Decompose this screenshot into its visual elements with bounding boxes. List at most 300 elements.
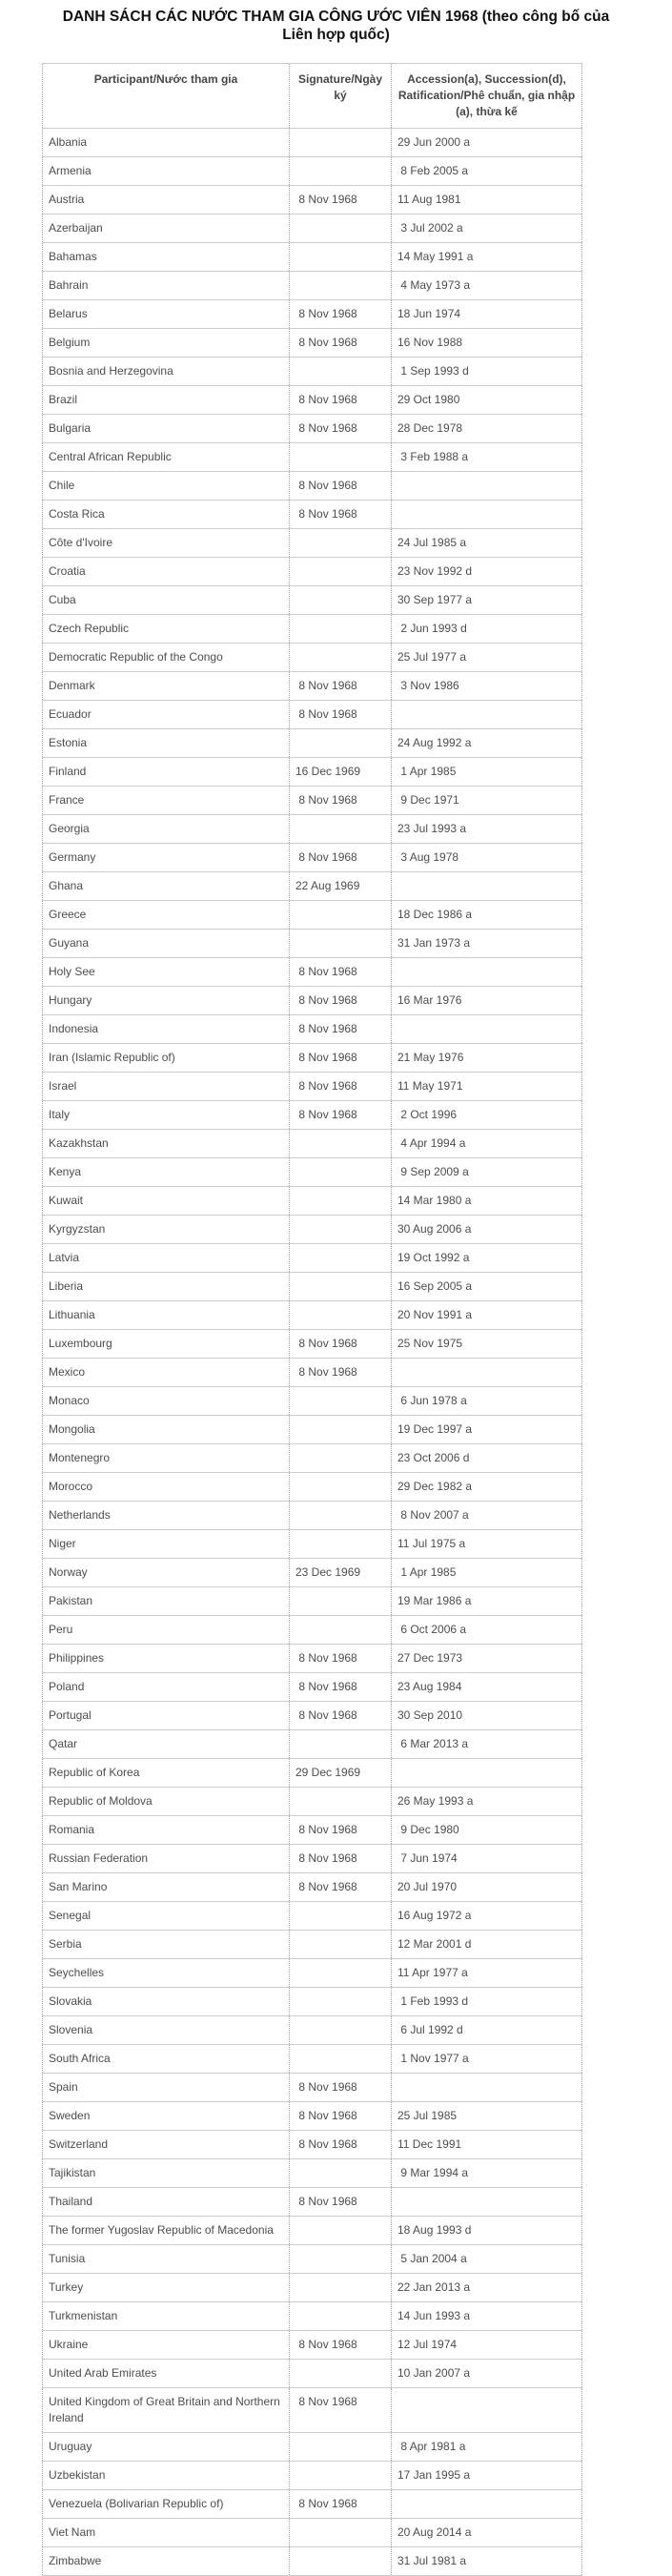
participant-cell: Kazakhstan	[43, 1130, 290, 1158]
table-row	[43, 157, 582, 186]
table-row	[43, 1902, 582, 1931]
table-row	[43, 1587, 582, 1616]
signature-cell	[290, 1988, 392, 2016]
table-row	[43, 1530, 582, 1559]
participant-cell: Slovenia	[43, 2016, 290, 2045]
participant-cell: Armenia	[43, 157, 290, 186]
signature-cell: 8 Nov 1968	[290, 1073, 392, 1101]
table-row	[43, 1730, 582, 1759]
table-row	[43, 2360, 582, 2388]
signature-cell: 8 Nov 1968	[290, 1845, 392, 1873]
participant-cell: Kyrgyzstan	[43, 1216, 290, 1244]
signature-cell	[290, 1216, 392, 1244]
table-row	[43, 1931, 582, 1959]
accession-cell: 29 Jun 2000 a	[392, 129, 582, 157]
table-row	[43, 787, 582, 815]
participant-cell: Democratic Republic of the Congo	[43, 644, 290, 672]
signature-cell	[290, 644, 392, 672]
signature-cell: 8 Nov 1968	[290, 329, 392, 358]
accession-cell	[392, 472, 582, 501]
accession-cell: 16 Mar 1976	[392, 987, 582, 1015]
accession-cell: 23 Oct 2006 d	[392, 1444, 582, 1473]
accession-cell: 4 Apr 1994 a	[392, 1130, 582, 1158]
signature-cell	[290, 2217, 392, 2245]
table-row	[43, 1130, 582, 1158]
accession-cell: 4 May 1973 a	[392, 272, 582, 300]
table-row	[43, 272, 582, 300]
accession-cell: 3 Jul 2002 a	[392, 215, 582, 243]
participant-cell: Germany	[43, 844, 290, 872]
signature-cell: 8 Nov 1968	[290, 2388, 392, 2433]
participant-cell: Zimbabwe	[43, 2547, 290, 2576]
participant-cell: Seychelles	[43, 1959, 290, 1988]
signature-cell: 8 Nov 1968	[290, 472, 392, 501]
participant-cell: Finland	[43, 758, 290, 787]
participant-cell: Indonesia	[43, 1015, 290, 1044]
accession-cell: 30 Sep 1977 a	[392, 586, 582, 615]
table-row	[43, 2274, 582, 2302]
table-row	[43, 1015, 582, 1044]
accession-cell: 29 Oct 1980	[392, 386, 582, 415]
participant-cell: Latvia	[43, 1244, 290, 1273]
accession-cell: 1 Sep 1993 d	[392, 358, 582, 386]
participant-cell: Sweden	[43, 2102, 290, 2131]
accession-cell: 11 May 1971	[392, 1073, 582, 1101]
accession-cell	[392, 2388, 582, 2433]
participant-cell: Viet Nam	[43, 2519, 290, 2547]
participant-cell: Mexico	[43, 1359, 290, 1387]
table-row	[43, 815, 582, 844]
accession-cell: 1 Feb 1993 d	[392, 1988, 582, 2016]
accession-cell: 25 Nov 1975	[392, 1330, 582, 1359]
accession-cell: 14 Mar 1980 a	[392, 1187, 582, 1216]
participant-cell: Lithuania	[43, 1301, 290, 1330]
participant-cell: Thailand	[43, 2188, 290, 2217]
accession-cell: 23 Aug 1984	[392, 1673, 582, 1702]
table-row	[43, 1788, 582, 1816]
table-row	[43, 443, 582, 472]
signature-cell: 8 Nov 1968	[290, 415, 392, 443]
table-row	[43, 2331, 582, 2360]
table-row	[43, 329, 582, 358]
page-title	[0, 8, 672, 44]
table-row	[43, 2074, 582, 2102]
table-row	[43, 615, 582, 644]
accession-cell	[392, 1015, 582, 1044]
signature-cell: 8 Nov 1968	[290, 501, 392, 529]
accession-cell: 10 Jan 2007 a	[392, 2360, 582, 2388]
column-header-participant: Participant/Nước tham gia	[43, 64, 290, 129]
accession-cell: 18 Dec 1986 a	[392, 901, 582, 930]
signature-cell: 8 Nov 1968	[290, 1873, 392, 1902]
accession-cell: 18 Jun 1974	[392, 300, 582, 329]
participant-cell: Georgia	[43, 815, 290, 844]
accession-cell: 29 Dec 1982 a	[392, 1473, 582, 1502]
signature-cell	[290, 2274, 392, 2302]
participant-cell: Guyana	[43, 930, 290, 958]
signature-cell: 8 Nov 1968	[290, 1359, 392, 1387]
accession-cell: 25 Jul 1977 a	[392, 644, 582, 672]
table-row	[43, 2102, 582, 2131]
accession-cell	[392, 501, 582, 529]
table-header	[43, 64, 582, 129]
signature-cell: 8 Nov 1968	[290, 2188, 392, 2217]
table-row	[43, 1044, 582, 1073]
signature-cell	[290, 2016, 392, 2045]
accession-cell: 30 Sep 2010	[392, 1702, 582, 1730]
signature-cell: 8 Nov 1968	[290, 1101, 392, 1130]
accession-cell: 11 Dec 1991	[392, 2131, 582, 2159]
signature-cell: 8 Nov 1968	[290, 1044, 392, 1073]
table-row	[43, 586, 582, 615]
table-row	[43, 1759, 582, 1788]
accession-cell: 28 Dec 1978	[392, 415, 582, 443]
table-row	[43, 2245, 582, 2274]
signature-cell	[290, 2547, 392, 2576]
participant-cell: Poland	[43, 1673, 290, 1702]
participant-cell: Bahrain	[43, 272, 290, 300]
participant-cell: Denmark	[43, 672, 290, 701]
participant-cell: Slovakia	[43, 1988, 290, 2016]
signature-cell: 8 Nov 1968	[290, 300, 392, 329]
table-row	[43, 2188, 582, 2217]
accession-cell: 11 Aug 1981	[392, 186, 582, 215]
participant-cell: Bulgaria	[43, 415, 290, 443]
participant-cell: Uzbekistan	[43, 2462, 290, 2490]
table-row	[43, 672, 582, 701]
accession-cell: 5 Jan 2004 a	[392, 2245, 582, 2274]
accession-cell: 6 Jul 1992 d	[392, 2016, 582, 2045]
accession-cell	[392, 2490, 582, 2519]
signature-cell: 8 Nov 1968	[290, 1015, 392, 1044]
table-row	[43, 2388, 582, 2433]
signature-cell	[290, 1130, 392, 1158]
participant-cell: Turkey	[43, 2274, 290, 2302]
table-row	[43, 644, 582, 672]
participant-cell: Turkmenistan	[43, 2302, 290, 2331]
participant-cell: Italy	[43, 1101, 290, 1130]
participant-cell: Azerbaijan	[43, 215, 290, 243]
signature-cell	[290, 1502, 392, 1530]
signature-cell	[290, 1416, 392, 1444]
accession-cell: 12 Jul 1974	[392, 2331, 582, 2360]
table-row	[43, 872, 582, 901]
accession-cell: 2 Oct 1996	[392, 1101, 582, 1130]
signature-cell: 8 Nov 1968	[290, 386, 392, 415]
signature-cell	[290, 2462, 392, 2490]
participant-cell: Bahamas	[43, 243, 290, 272]
participant-cell: Venezuela (Bolivarian Republic of)	[43, 2490, 290, 2519]
table-row	[43, 1702, 582, 1730]
table-row	[43, 529, 582, 558]
participant-cell: Mongolia	[43, 1416, 290, 1444]
page-title-line-1: DANH SÁCH CÁC NƯỚC THAM GIA CÔNG ƯỚC VIÊN 1968 (theo công bố của	[62, 9, 610, 25]
signature-cell: 8 Nov 1968	[290, 2331, 392, 2360]
column-header-signature: Signature/Ngày ký	[290, 64, 392, 129]
signature-cell	[290, 558, 392, 586]
table-row	[43, 215, 582, 243]
accession-cell: 23 Jul 1993 a	[392, 815, 582, 844]
accession-cell	[392, 2188, 582, 2217]
signature-cell: 8 Nov 1968	[290, 987, 392, 1015]
accession-cell: 31 Jan 1973 a	[392, 930, 582, 958]
accession-cell: 8 Feb 2005 a	[392, 157, 582, 186]
participant-cell: United Kingdom of Great Britain and Northern Ireland	[43, 2388, 290, 2433]
signature-cell: 8 Nov 1968	[290, 1816, 392, 1845]
participant-cell: Spain	[43, 2074, 290, 2102]
participant-cell: Iran (Islamic Republic of)	[43, 1044, 290, 1073]
participant-cell: Ukraine	[43, 2331, 290, 2360]
accession-cell: 2 Jun 1993 d	[392, 615, 582, 644]
signature-cell	[290, 157, 392, 186]
accession-cell: 20 Jul 1970	[392, 1873, 582, 1902]
table-row	[43, 1845, 582, 1873]
signature-cell: 8 Nov 1968	[290, 186, 392, 215]
table-row	[43, 1158, 582, 1187]
participant-cell: Republic of Moldova	[43, 1788, 290, 1816]
signature-cell	[290, 1587, 392, 1616]
accession-cell: 3 Feb 1988 a	[392, 443, 582, 472]
accession-cell: 20 Nov 1991 a	[392, 1301, 582, 1330]
accession-cell: 31 Jul 1981 a	[392, 2547, 582, 2576]
table-row	[43, 2433, 582, 2462]
table-row	[43, 1959, 582, 1988]
table-body	[43, 129, 582, 2576]
participant-cell: Morocco	[43, 1473, 290, 1502]
participant-cell: The former Yugoslav Republic of Macedonia	[43, 2217, 290, 2245]
participant-cell: Qatar	[43, 1730, 290, 1759]
accession-cell: 20 Aug 2014 a	[392, 2519, 582, 2547]
signature-cell: 8 Nov 1968	[290, 701, 392, 729]
table-row	[43, 1444, 582, 1473]
table-row	[43, 1273, 582, 1301]
signature-cell: 8 Nov 1968	[290, 672, 392, 701]
table-row	[43, 472, 582, 501]
table-row	[43, 1988, 582, 2016]
signature-cell	[290, 1387, 392, 1416]
signature-cell	[290, 1931, 392, 1959]
table-row	[43, 1816, 582, 1845]
signature-cell	[290, 901, 392, 930]
accession-cell: 24 Jul 1985 a	[392, 529, 582, 558]
accession-cell: 26 May 1993 a	[392, 1788, 582, 1816]
participant-cell: Kenya	[43, 1158, 290, 1187]
accession-cell: 19 Oct 1992 a	[392, 1244, 582, 1273]
accession-cell: 27 Dec 1973	[392, 1645, 582, 1673]
signature-cell	[290, 2433, 392, 2462]
participant-cell: Albania	[43, 129, 290, 157]
accession-cell: 1 Apr 1985	[392, 758, 582, 787]
accession-cell: 19 Mar 1986 a	[392, 1587, 582, 1616]
accession-cell: 23 Nov 1992 d	[392, 558, 582, 586]
participants-table	[42, 63, 582, 2576]
accession-cell: 21 May 1976	[392, 1044, 582, 1073]
accession-cell: 9 Dec 1980	[392, 1816, 582, 1845]
accession-cell: 16 Sep 2005 a	[392, 1273, 582, 1301]
participant-cell: Belarus	[43, 300, 290, 329]
signature-cell: 8 Nov 1968	[290, 787, 392, 815]
table-row	[43, 1473, 582, 1502]
table-row	[43, 2302, 582, 2331]
table-row	[43, 2016, 582, 2045]
table-row	[43, 729, 582, 758]
table-row	[43, 2131, 582, 2159]
participant-cell: San Marino	[43, 1873, 290, 1902]
participant-cell: Senegal	[43, 1902, 290, 1931]
signature-cell	[290, 1444, 392, 1473]
accession-cell: 3 Nov 1986	[392, 672, 582, 701]
accession-cell: 9 Sep 2009 a	[392, 1158, 582, 1187]
accession-cell: 14 May 1991 a	[392, 243, 582, 272]
table-row	[43, 844, 582, 872]
table-row	[43, 129, 582, 157]
participant-cell: Luxembourg	[43, 1330, 290, 1359]
accession-cell: 11 Apr 1977 a	[392, 1959, 582, 1988]
accession-cell: 14 Jun 1993 a	[392, 2302, 582, 2331]
signature-cell	[290, 1530, 392, 1559]
signature-cell	[290, 358, 392, 386]
participant-cell: Chile	[43, 472, 290, 501]
signature-cell	[290, 1273, 392, 1301]
accession-cell: 6 Oct 2006 a	[392, 1616, 582, 1645]
table-row	[43, 1101, 582, 1130]
signature-cell: 8 Nov 1968	[290, 958, 392, 987]
participant-cell: Bosnia and Herzegovina	[43, 358, 290, 386]
participant-cell: Tajikistan	[43, 2159, 290, 2188]
participant-cell: Republic of Korea	[43, 1759, 290, 1788]
accession-cell: 12 Mar 2001 d	[392, 1931, 582, 1959]
accession-cell: 11 Jul 1975 a	[392, 1530, 582, 1559]
table-row	[43, 1645, 582, 1673]
accession-cell: 1 Apr 1985	[392, 1559, 582, 1587]
signature-cell	[290, 1902, 392, 1931]
signature-cell	[290, 1301, 392, 1330]
signature-cell	[290, 2519, 392, 2547]
participant-cell: United Arab Emirates	[43, 2360, 290, 2388]
table-row	[43, 186, 582, 215]
table-row	[43, 958, 582, 987]
table-row	[43, 1502, 582, 1530]
signature-cell: 8 Nov 1968	[290, 1645, 392, 1673]
table-row	[43, 558, 582, 586]
accession-cell	[392, 2074, 582, 2102]
signature-cell: 23 Dec 1969	[290, 1559, 392, 1587]
participant-cell: Costa Rica	[43, 501, 290, 529]
participant-cell: Israel	[43, 1073, 290, 1101]
signature-cell: 8 Nov 1968	[290, 1673, 392, 1702]
accession-cell: 8 Nov 2007 a	[392, 1502, 582, 1530]
accession-cell	[392, 1759, 582, 1788]
accession-cell: 6 Mar 2013 a	[392, 1730, 582, 1759]
signature-cell	[290, 2360, 392, 2388]
accession-cell: 16 Nov 1988	[392, 329, 582, 358]
table-row	[43, 1559, 582, 1587]
participant-cell: Uruguay	[43, 2433, 290, 2462]
accession-cell: 1 Nov 1977 a	[392, 2045, 582, 2074]
table-row	[43, 386, 582, 415]
signature-cell: 8 Nov 1968	[290, 2490, 392, 2519]
table-row	[43, 1216, 582, 1244]
signature-cell	[290, 615, 392, 644]
table-row	[43, 2045, 582, 2074]
page-title-line-2: Liên hợp quốc)	[282, 27, 390, 43]
signature-cell	[290, 2245, 392, 2274]
participant-cell: Brazil	[43, 386, 290, 415]
signature-cell	[290, 243, 392, 272]
participant-cell: Holy See	[43, 958, 290, 987]
signature-cell	[290, 1616, 392, 1645]
table-row	[43, 415, 582, 443]
table-row	[43, 1359, 582, 1387]
accession-cell: 17 Jan 1995 a	[392, 2462, 582, 2490]
table-row	[43, 1301, 582, 1330]
table-row	[43, 1244, 582, 1273]
signature-cell: 8 Nov 1968	[290, 2131, 392, 2159]
accession-cell: 25 Jul 1985	[392, 2102, 582, 2131]
table-row	[43, 930, 582, 958]
participant-cell: Tunisia	[43, 2245, 290, 2274]
accession-cell: 19 Dec 1997 a	[392, 1416, 582, 1444]
signature-cell	[290, 930, 392, 958]
signature-cell: 16 Dec 1969	[290, 758, 392, 787]
table-row	[43, 901, 582, 930]
table-row	[43, 358, 582, 386]
participant-cell: Central African Republic	[43, 443, 290, 472]
participant-cell: Niger	[43, 1530, 290, 1559]
accession-cell	[392, 872, 582, 901]
participant-cell: Russian Federation	[43, 1845, 290, 1873]
signature-cell: 8 Nov 1968	[290, 844, 392, 872]
signature-cell	[290, 1473, 392, 1502]
accession-cell: 3 Aug 1978	[392, 844, 582, 872]
participant-cell: Ghana	[43, 872, 290, 901]
participant-cell: Montenegro	[43, 1444, 290, 1473]
participant-cell: Kuwait	[43, 1187, 290, 1216]
participant-cell: Serbia	[43, 1931, 290, 1959]
table-row	[43, 758, 582, 787]
signature-cell: 29 Dec 1969	[290, 1759, 392, 1788]
signature-cell	[290, 2045, 392, 2074]
table-row	[43, 2217, 582, 2245]
signature-cell	[290, 1730, 392, 1759]
accession-cell: 9 Mar 1994 a	[392, 2159, 582, 2188]
table-row	[43, 501, 582, 529]
participant-cell: Czech Republic	[43, 615, 290, 644]
accession-cell: 18 Aug 1993 d	[392, 2217, 582, 2245]
signature-cell	[290, 529, 392, 558]
accession-cell: 6 Jun 1978 a	[392, 1387, 582, 1416]
participant-cell: Belgium	[43, 329, 290, 358]
signature-cell	[290, 586, 392, 615]
table-row	[43, 1387, 582, 1416]
signature-cell	[290, 1158, 392, 1187]
signature-cell	[290, 129, 392, 157]
accession-cell: 8 Apr 1981 a	[392, 2433, 582, 2462]
signature-cell	[290, 1959, 392, 1988]
signature-cell: 8 Nov 1968	[290, 2102, 392, 2131]
accession-cell: 7 Jun 1974	[392, 1845, 582, 1873]
participant-cell: Croatia	[43, 558, 290, 586]
participant-cell: Liberia	[43, 1273, 290, 1301]
participant-cell: Pakistan	[43, 1587, 290, 1616]
table-row	[43, 243, 582, 272]
signature-cell	[290, 729, 392, 758]
accession-cell	[392, 701, 582, 729]
table-row	[43, 1616, 582, 1645]
table-header-row	[43, 64, 582, 129]
table-row	[43, 701, 582, 729]
participant-cell: Switzerland	[43, 2131, 290, 2159]
